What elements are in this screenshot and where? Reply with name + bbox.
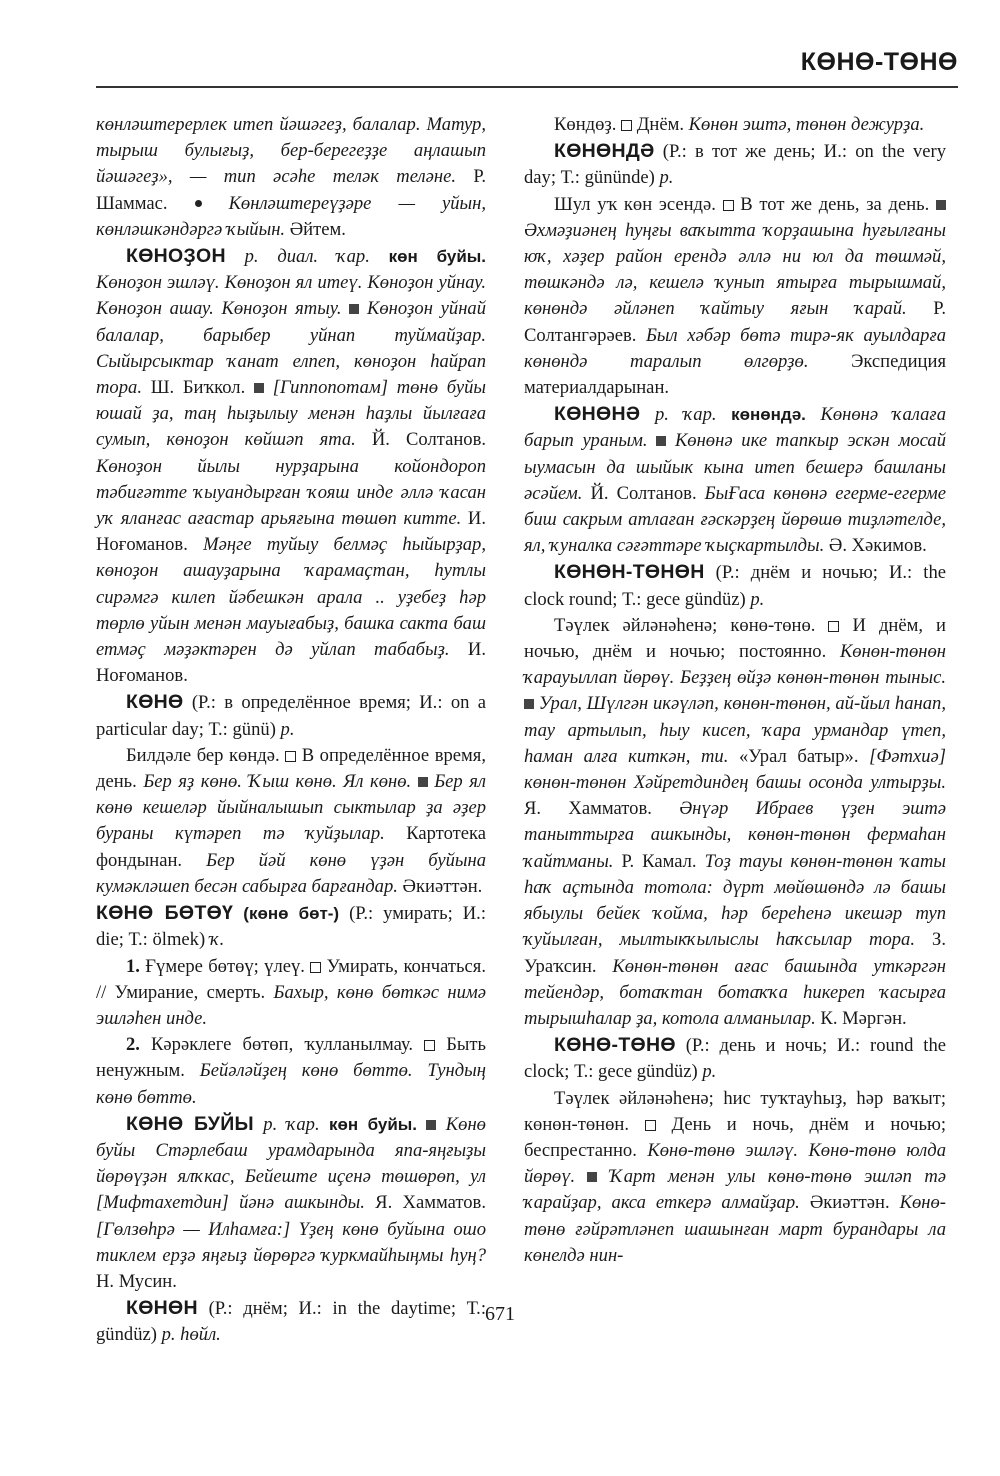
text-run: (Р.: днём; И.: in the daytime; Т.: gündüz) — [96, 1298, 486, 1346]
dictionary-entry — [524, 1032, 946, 1085]
headword: КӨНӨ БӨТӨҮ — [96, 902, 234, 925]
example-marker-icon — [656, 436, 666, 446]
text-run: З. Ураҡсин. — [524, 929, 946, 977]
entry-paragraph — [96, 743, 486, 900]
italic-text: Ҡарт менән улы көнө-төнө эшләп тә ҡарайҙар, акса еткерә алмайҙар. — [524, 1166, 946, 1214]
italic-text: р. диал. ҡар. — [225, 246, 389, 268]
text-run: Я. Хамматов. — [524, 798, 680, 820]
example-marker-icon — [587, 1172, 597, 1182]
text-run: Әйтем. — [285, 218, 346, 240]
italic-text: Көноҙон уйнай балалар, барыбер уйнап туймайҙар. Сыйырсыктар ҡанат елпеп, көноҙон һайрап тора. — [96, 298, 487, 399]
italic-text: р. ҡар. — [253, 1113, 329, 1135]
text-run: Билдәле бер көндә. — [126, 744, 286, 766]
entry-paragraph — [524, 192, 946, 402]
text-run: 1. — [126, 955, 140, 977]
text-run: (Р.: днём и ночью; И.: the clock round; Т.: gece gündüz) — [524, 562, 946, 610]
dictionary-entry — [524, 401, 946, 559]
italic-text: р. — [659, 167, 674, 189]
headword: КӨНӨ БУЙЫ — [126, 1112, 254, 1135]
page-number: 671 — [485, 1303, 515, 1325]
headword: КӨНӨНДӘ — [554, 140, 655, 163]
text-run: Картотека фондынан. — [96, 823, 486, 871]
text-run: Днём. — [632, 114, 689, 135]
right-column — [524, 112, 946, 1269]
text-run: И днём, и ночью, днём и ночью; постоянно. — [524, 614, 946, 663]
italic-text: р. — [702, 1061, 717, 1083]
translation-square-icon — [310, 962, 321, 973]
example-marker-icon — [426, 1120, 436, 1130]
text-run: Р. Камал. — [613, 850, 705, 872]
text-run: Н. Мусин. — [96, 1270, 177, 1292]
headword: КӨНОҘОН — [126, 245, 226, 268]
headword: КӨНӨ-ТӨНӨ — [554, 1034, 676, 1057]
translation-square-icon — [828, 621, 839, 632]
italic-text: Көнөн-төнөн ағас башында уткәргән тейендәр, ботаҡтан ботаҡҡа һикереп ҡасырға тырышһалар ҙа, котола алманылар. — [524, 955, 946, 1029]
italic-text: Көнө буйы Стәрлебаш урамдарында япа-яңғыҙы йөрөүҙән ялҡкас, Бейеште иҫенә төшөрөп, ул [Мифтахетдин] йәнә ашкынды. — [96, 1113, 486, 1214]
italic-text: р. һөйл. — [161, 1324, 221, 1346]
text-run: (Р.: день и ночь; И.: round the clock; Т.: gece gündüz) — [524, 1035, 946, 1083]
text-run: көн буйы. — [388, 247, 487, 267]
text-run: Быть ненужным. — [96, 1034, 486, 1082]
example-marker-icon — [936, 200, 946, 210]
dictionary-entry — [96, 243, 486, 689]
entry-paragraph — [96, 954, 486, 1033]
italic-text: ҡ. — [209, 929, 225, 951]
text-run: Умирать, кончаться. // Умирание, смерть. — [96, 955, 486, 1003]
italic-text: БыҒаса көнөнә егерме-егерме биш сакрым атлаған ғәскәрҙең йөрөшө тиҙләтелде, ял, ҡуналка сәғәттәре ҡыҫкартылды. — [524, 482, 946, 557]
text-run: «Урал батыр». — [728, 745, 870, 767]
dictionary-entry — [96, 689, 486, 742]
text-run: Я. Хамматов. — [364, 1192, 486, 1214]
running-head: КӨНӨ-ТӨНӨ — [800, 48, 958, 76]
text-run: День и ночь, днём и ночью; беспрестанно. — [524, 1113, 946, 1161]
italic-text: [Фәтхиә] көнөн-төнөн Хәйретдиндең башы осонда ултырҙы. — [524, 745, 946, 794]
italic-text: р. — [750, 588, 765, 610]
italic-text: Бейәләйҙең көнө бөттө. Тундың көнө бөттө. — [96, 1060, 487, 1108]
italic-text: Көнөнә ҡалаға барып ураным. — [524, 404, 946, 452]
translation-square-icon — [645, 1120, 656, 1131]
text-run: Шул уҡ көн эсендә. — [554, 193, 723, 215]
left-column — [96, 112, 486, 1349]
dictionary-entry — [524, 138, 946, 191]
italic-text: Урал, Шүлгән икәүләп, көнөн-төнөн, ай-йыл һанап, тау артылып, һыу кисеп, ҡара урмандар үтеп, һаман алға киткән, ти. — [524, 693, 946, 767]
italic-text: Бахыр, көнө бөткәс нимә эшләһен инде. — [96, 981, 486, 1029]
italic-text: Көнө-төнө ғәйрәтләнеп шашынған март бурандары ла көнелдә нин- — [524, 1192, 946, 1266]
italic-text: Бер яҙ көнө. Ҡыш көнө. Ял көнө. — [143, 771, 418, 793]
italic-text: Бер йәй көнө үҙән буйына кумәкләшеп бесән сабырға барғандар. — [96, 849, 486, 897]
entry-paragraph — [524, 613, 946, 1032]
headword: КӨНӨ — [126, 691, 184, 714]
text-run: (Р.: в тот же день; И.: on the very day; Т.: gününde) — [524, 141, 946, 189]
headword: КӨНӨН-ТӨНӨН — [554, 561, 705, 584]
text-run: Әкиәттән. — [799, 1192, 900, 1214]
translation-square-icon — [621, 120, 632, 131]
entry-paragraph — [96, 1032, 486, 1111]
text-run: Экспедиция материалдарынан. — [524, 350, 946, 399]
example-marker-icon — [418, 777, 428, 787]
italic-text: Көнләштереүҙәре — уйын, көнләшкәндәргә ҡыйын. — [96, 192, 486, 240]
headword: КӨНӨН — [126, 1297, 198, 1320]
proverb-bullet-icon — [195, 200, 202, 207]
entry-paragraph — [96, 112, 486, 243]
italic-text: Көноҙон эшләү. Көноҙон ял итеү. Көноҙон уйнау. Көноҙон ашау. Көноҙон ятыу. — [96, 272, 486, 320]
italic-text: р. ҡар. — [640, 404, 732, 426]
dictionary-entry — [96, 1111, 486, 1295]
text-run: Й. Солтанов. — [355, 429, 486, 451]
text-run: В определённое время, день. — [96, 744, 486, 793]
text-run: Р. Солтангәрәев. — [524, 298, 946, 346]
text-run: К. Мәргән. — [815, 1007, 907, 1029]
example-marker-icon — [254, 383, 264, 393]
translation-square-icon — [285, 751, 296, 762]
text-run: (Р.: умирать; И.: die; Т.: ölmek) — [96, 903, 486, 951]
italic-text: [Гиппопотам] төнө буйы юшай ҙа, таң һыҙылыу менән һаҙлы йылғаға сумып, көноҙон көйшәп ята. — [96, 377, 486, 451]
italic-text: Көнөн эштә, төнөн дежурҙа. — [688, 114, 925, 135]
text-run: В тот же день, за день. — [733, 193, 936, 215]
text-run: Кәрәклеге бөтөп, ҡулланылмау. — [139, 1034, 425, 1056]
italic-text: Көнөн-төнөн ҡарауыллап йөрөү. Беҙҙең өйҙә көнөн-төнөн тыныс. — [524, 641, 946, 689]
italic-text: көнләштерерлек итеп йәшәгеҙ, балалар. Матур, тырыш булығыҙ, бер-берегеҙҙе аңлашып йәшәгеҙ», — тип әсәһе теләк теләне. — [96, 114, 486, 188]
text-run: Ә. Хәкимов. — [824, 535, 927, 557]
italic-text: Көнөнә ике тапкыр эскән мосай ыумасын да шыйык кына итеп бешерә башланы әсәйем. — [524, 430, 946, 504]
italic-text: Әнүәр Ибраев үҙен эштә таныттырға ашкынды, көнөн-төнөн фермаһан ҡайтманы. — [524, 798, 947, 872]
text-run: көнөндә. — [731, 405, 806, 425]
translation-square-icon — [424, 1040, 435, 1051]
italic-text: Көноҙон йылы нурҙарына койондороп тәбиғәтте ҡыуандырған ҡояш инде әллә ҡасан уҡ яланғас ағастар арьяғына төшөп китте. — [96, 455, 486, 530]
italic-text: Тоҙ тауы көнөн-төнөн ҡаты һаҡ аҫтында тотола: дүрт мөйөшөндә лә башы ябыулы бейек ҡойма, һәр береһенә икешәр туп ҡуйылған, мылтыкҡылыслы һаҡсылар тора. — [524, 850, 946, 951]
entry-paragraph — [524, 112, 946, 138]
italic-text: [Гөлзөһрә — Илһамға:] Үҙең көнө буйына ошо тиклем ерҙә яңғыҙ йөрөргә ҡуркмайһыңмы һуң? — [96, 1218, 486, 1266]
text-run: Тәүлек әйләнәһенә; һис туҡтауһыҙ, һәр ваҡыт; көнөн-төнөн. — [524, 1087, 946, 1135]
text-run: Ш. Биҡкол. — [141, 377, 254, 399]
text-run: Й. Солтанов. — [582, 482, 705, 504]
text-run: Көндөҙ. — [554, 114, 622, 135]
italic-text: Был хәбәр бөтә тирә-як ауылдарға көнөндә таралып өлгөрҙө. — [524, 324, 947, 372]
dictionary-entry — [524, 559, 946, 612]
example-marker-icon — [349, 304, 359, 314]
translation-square-icon — [723, 200, 734, 211]
dictionary-entry — [96, 900, 486, 953]
text-run: Ғүмере бөтөү; үлеү. — [139, 955, 311, 977]
headword: КӨНӨНӘ — [554, 403, 641, 426]
text-run: көн буйы. — [329, 1114, 427, 1134]
text-run: И. Ноғоманов. — [96, 508, 486, 556]
text-run: (көнө бөт-) — [233, 904, 340, 924]
text-run: Тәүлек әйләнәһенә; көнө-төнө. — [554, 614, 829, 636]
italic-text: Мәңге туйыу белмәҫ һыйырҙар, көноҙон ашауҙарына ҡарамаҫтан, һутлы сирәмгә килеп йәбешкән арала .. уҙебеҙ һәр төрлө уйын менән мауығабыҙ, башка сакта баш етмәҫ мәҙәктәрен дә уйлап табабыҙ. — [96, 534, 486, 661]
text-run: И. Ноғоманов. — [96, 639, 486, 687]
text-run: (Р.: в определённое время; И.: on a particular day; Т.: günü) — [96, 692, 486, 740]
italic-text: Көнө-төнө эшләү. Көнө-төнө юлда йөрөү. — [524, 1139, 946, 1188]
header-rule — [96, 86, 958, 88]
italic-text: Әхмәҙиәнең һуңғы ваҡытта ҡорҙашына һуғылғаны юҡ, хәҙер район ерендә әллә ни юл да төшмәй, төшкәндә лә, кешелә ҡунып ятырға тырышмай, көнөндә әйләнеп ҡайтыу яғын ҡарай. — [524, 219, 946, 320]
example-marker-icon — [524, 699, 534, 709]
text-run: 2. — [126, 1034, 140, 1056]
entry-paragraph — [524, 1086, 946, 1269]
text-run: Р. Шаммас. — [96, 166, 486, 214]
italic-text: Бер ял көнө кешеләр йыйналышып сыктылар ҙа әҙер бураны күтәреп тә ҡуйҙылар. — [96, 771, 486, 845]
italic-text: р. — [280, 718, 295, 740]
text-run: Әкиәттән. — [397, 875, 483, 897]
